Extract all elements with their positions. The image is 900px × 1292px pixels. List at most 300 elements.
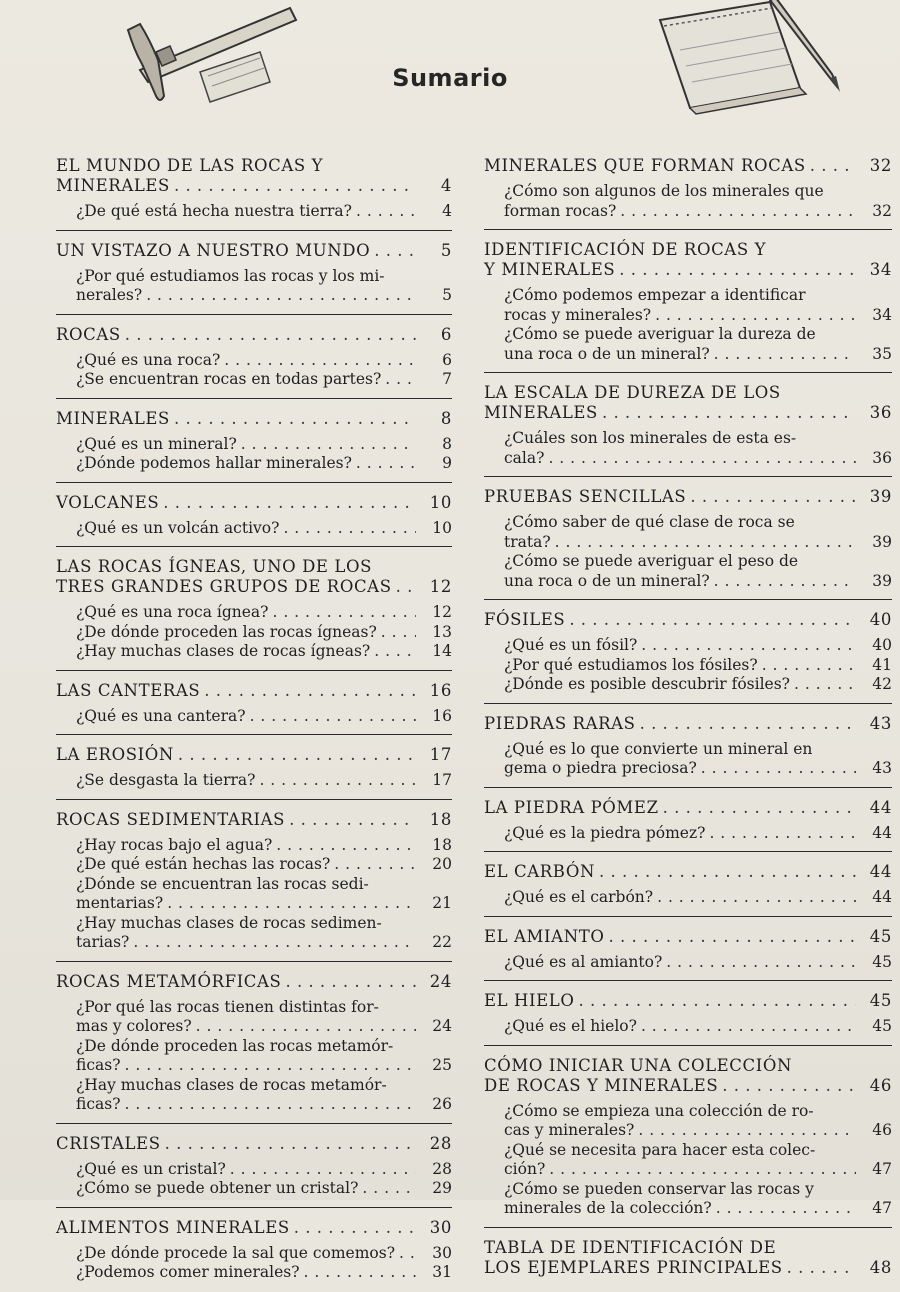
- toc-entry[interactable]: [56, 875, 452, 914]
- section-heading-line: TABLA DE IDENTIFICACIÓN DE: [484, 1237, 777, 1257]
- entry-text: minerales de la colección?: [504, 1199, 712, 1217]
- toc-entry[interactable]: [484, 675, 892, 695]
- leader-dots: [810, 156, 856, 176]
- leader-dots: [722, 1076, 856, 1096]
- page-number: 44: [872, 823, 892, 842]
- section-heading-row: [56, 745, 452, 765]
- page-number: 14: [432, 642, 452, 660]
- leader-dots: [196, 1017, 416, 1037]
- section-heading[interactable]: [56, 325, 452, 345]
- page-number: 24: [432, 1017, 452, 1035]
- section-heading[interactable]: [484, 862, 892, 882]
- leader-dots: [716, 1199, 856, 1219]
- page-number: 16: [429, 680, 452, 700]
- entry-text: ¿Cómo se puede obtener un cristal?: [76, 1179, 359, 1197]
- entry-text: trata?: [504, 532, 551, 551]
- entry-text: ¿Podemos comer minerales?: [76, 1263, 300, 1281]
- page-number: 8: [440, 408, 452, 428]
- entry-text: ¿Se encuentran rocas en todas partes?: [76, 370, 382, 388]
- entry-text: ¿Se desgasta la tierra?: [76, 771, 256, 789]
- toc-entry[interactable]: [56, 435, 452, 455]
- section-heading-text: LA PIEDRA PÓMEZ: [484, 797, 659, 817]
- entry-text: ficas?: [76, 1095, 121, 1113]
- toc-section: [56, 399, 452, 483]
- section-heading-row: [56, 176, 452, 196]
- toc-section: [56, 483, 452, 548]
- toc-entry[interactable]: [484, 1180, 892, 1219]
- toc-entry[interactable]: [56, 1037, 452, 1076]
- leader-dots: [578, 991, 856, 1011]
- toc-entry[interactable]: [484, 1102, 892, 1141]
- toc-entry[interactable]: [484, 740, 892, 779]
- entry-line: ¿Cómo se empieza una colección de ro-: [504, 1101, 814, 1120]
- toc-entry[interactable]: [56, 370, 452, 390]
- leader-dots: [663, 798, 856, 818]
- leader-dots: [165, 1134, 416, 1154]
- entry-line: ¿Cómo se puede averiguar la dureza de: [504, 325, 816, 343]
- toc-section: [56, 152, 452, 231]
- rock-hammer-illustration: [120, 0, 320, 115]
- leader-dots: [174, 409, 416, 429]
- section-heading-text: ROCAS METAMÓRFICAS: [56, 971, 282, 991]
- section-heading[interactable]: [484, 798, 892, 818]
- toc-section: [484, 152, 892, 230]
- page-number: 5: [442, 286, 452, 304]
- toc-section: [484, 373, 892, 477]
- toc-entry[interactable]: [56, 771, 452, 791]
- section-heading-line: LAS ROCAS ÍGNEAS, UNO DE LOS: [56, 557, 372, 576]
- toc-entry[interactable]: [56, 998, 452, 1037]
- page-number: 32: [869, 156, 892, 175]
- entry-text: ficas?: [76, 1056, 121, 1074]
- page-number: 18: [432, 835, 452, 854]
- section-heading-text: ALIMENTOS MINERALES: [56, 1217, 290, 1237]
- leader-dots: [619, 260, 856, 280]
- section-heading[interactable]: [484, 927, 892, 947]
- entry-row: [76, 836, 452, 856]
- leader-dots: [638, 1121, 856, 1141]
- entry-text: forman rocas?: [504, 201, 617, 220]
- section-heading[interactable]: [484, 240, 892, 280]
- section-heading-row: [484, 991, 892, 1011]
- toc-entry[interactable]: [484, 1017, 892, 1037]
- entry-row: [76, 1179, 452, 1199]
- toc-entry[interactable]: [56, 1076, 452, 1115]
- entry-text: ¿Qué es un cristal?: [76, 1159, 226, 1178]
- toc-entry[interactable]: [56, 1160, 452, 1180]
- entry-text: mas y colores?: [76, 1017, 192, 1035]
- section-heading-text: DE ROCAS Y MINERALES: [484, 1075, 719, 1095]
- page-number: 22: [432, 933, 452, 951]
- toc-entry[interactable]: [56, 603, 452, 623]
- toc-section: [484, 981, 892, 1046]
- leader-dots: [204, 681, 416, 701]
- section-heading[interactable]: [484, 991, 892, 1011]
- section-heading-text: PRUEBAS SENCILLAS: [484, 487, 687, 506]
- page-number: 8: [442, 434, 452, 453]
- page-number: 48: [869, 1257, 892, 1277]
- entry-text: ¿Hay rocas bajo el agua?: [76, 835, 273, 854]
- entry-text: ¿De qué están hechas las rocas?: [76, 855, 331, 873]
- entry-row: [76, 454, 452, 474]
- leader-dots: [794, 675, 856, 695]
- page-number: 47: [872, 1199, 892, 1217]
- notepad-pencil-illustration: [650, 0, 850, 115]
- section-heading-row: [484, 1258, 892, 1278]
- toc-entry[interactable]: [56, 623, 452, 643]
- entry-text: tarias?: [76, 933, 130, 951]
- section-heading-text: MINERALES QUE FORMAN ROCAS: [484, 156, 806, 175]
- section-heading-row: [56, 1134, 452, 1154]
- section-heading[interactable]: [484, 156, 892, 176]
- toc-entry[interactable]: [56, 642, 452, 662]
- leader-dots: [548, 449, 856, 469]
- section-heading-line: IDENTIFICACIÓN DE ROCAS Y: [484, 240, 767, 259]
- toc-section: [484, 788, 892, 853]
- leader-dots: [709, 824, 856, 844]
- page-number: 36: [869, 403, 892, 422]
- toc-section: [484, 477, 892, 600]
- section-heading-row: [56, 972, 452, 992]
- page-number: 43: [869, 713, 892, 733]
- section-heading-text: Y MINERALES: [484, 260, 616, 279]
- page-number: 34: [872, 305, 892, 324]
- section-heading-line: CÓMO INICIAR UNA COLECCIÓN: [484, 1055, 793, 1075]
- section-heading-row: [484, 260, 892, 280]
- section-heading-text: ROCAS: [56, 324, 121, 344]
- section-heading[interactable]: [56, 681, 452, 701]
- entry-row: [504, 953, 892, 973]
- toc-section: [56, 315, 452, 399]
- entry-row: [76, 603, 452, 623]
- toc-entry[interactable]: [56, 836, 452, 856]
- leader-dots: [701, 759, 856, 779]
- leader-dots: [385, 370, 416, 390]
- toc-entry[interactable]: [484, 824, 892, 844]
- entry-line: ¿Qué es lo que convierte un mineral en: [504, 739, 813, 758]
- toc-entry[interactable]: [484, 1141, 892, 1180]
- section-heading[interactable]: [56, 1218, 452, 1238]
- entry-line: ¿Cómo se puede averiguar el peso de: [504, 552, 799, 570]
- toc-entry[interactable]: [56, 454, 452, 474]
- entry-line: ¿Cómo son algunos de los minerales que: [504, 182, 824, 200]
- leader-dots: [362, 1179, 416, 1199]
- toc-entry[interactable]: [484, 552, 892, 591]
- entry-row: [76, 1095, 452, 1115]
- entry-row: [76, 1017, 452, 1037]
- toc-section: [484, 704, 892, 788]
- page-number: 44: [872, 888, 892, 906]
- entry-row: [76, 894, 452, 914]
- page-number: 42: [872, 675, 892, 693]
- page-number: 25: [432, 1056, 452, 1074]
- section-heading-text: CRISTALES: [56, 1133, 161, 1153]
- toc-entry[interactable]: [484, 953, 892, 973]
- leader-dots: [608, 927, 856, 947]
- section-heading-row: [484, 862, 892, 882]
- entry-text: ¿Qué es una roca?: [76, 350, 221, 369]
- toc-section: [484, 600, 892, 704]
- entry-text: una roca o de un mineral?: [504, 571, 710, 590]
- entry-row: [76, 1263, 452, 1283]
- leader-dots: [167, 894, 416, 914]
- entry-text: ¿Qué es una roca ígnea?: [76, 603, 269, 621]
- section-heading-text: ROCAS SEDIMENTARIAS: [56, 809, 286, 829]
- entry-row: [76, 933, 452, 953]
- toc-section: [484, 852, 892, 917]
- page-number: 18: [429, 809, 452, 829]
- page-number: 39: [869, 487, 892, 506]
- entry-row: [76, 370, 452, 390]
- page-number: 40: [872, 636, 892, 654]
- entry-row: [76, 623, 452, 643]
- page-number: 46: [869, 1075, 892, 1095]
- section-heading[interactable]: [56, 972, 452, 992]
- entry-row: [504, 202, 892, 222]
- entry-row: [504, 759, 892, 779]
- leader-dots: [396, 577, 416, 597]
- section-heading-row: [484, 1076, 892, 1096]
- entry-text: ¿Qué es el carbón?: [504, 888, 654, 906]
- section-heading[interactable]: [484, 714, 892, 734]
- entry-row: [76, 435, 452, 455]
- page-number: 36: [872, 448, 892, 467]
- entry-line: ¿Cómo podemos empezar a identificar: [504, 286, 806, 304]
- entry-row: [76, 1244, 452, 1264]
- entry-row: [504, 675, 892, 695]
- leader-dots: [285, 972, 416, 992]
- page-number: 32: [872, 201, 892, 220]
- section-heading-row: [56, 325, 452, 345]
- leader-dots: [272, 603, 416, 623]
- page-number: 35: [872, 344, 892, 363]
- leader-dots: [374, 241, 416, 261]
- section-heading[interactable]: [484, 487, 892, 507]
- entry-row: [76, 707, 452, 727]
- section-heading-text: LA EROSIÓN: [56, 745, 174, 764]
- entry-text: ¿Hay muchas clases de rocas ígneas?: [76, 642, 371, 660]
- entry-line: ¿Hay muchas clases de rocas metamór-: [76, 1075, 387, 1094]
- leader-dots: [690, 487, 856, 507]
- page-number: 17: [429, 745, 452, 764]
- section-heading-row: [484, 798, 892, 818]
- section-heading-row: [484, 927, 892, 947]
- section-heading-row: [484, 156, 892, 176]
- section-heading[interactable]: [56, 241, 452, 261]
- entry-line: ¿Cómo se pueden conservar las rocas y: [504, 1179, 814, 1198]
- section-heading-text: FÓSILES: [484, 610, 566, 629]
- entry-text: ¿Qué es un volcán activo?: [76, 518, 280, 537]
- toc-entry[interactable]: [56, 1244, 452, 1264]
- toc-entry[interactable]: [484, 429, 892, 468]
- leader-dots: [133, 933, 416, 953]
- page-number: 9: [442, 454, 452, 472]
- leader-dots: [714, 572, 856, 592]
- entry-row: [504, 449, 892, 469]
- entry-row: [504, 572, 892, 592]
- leader-dots: [163, 493, 416, 513]
- page-title: Sumario: [392, 64, 508, 92]
- toc-entry[interactable]: [484, 513, 892, 552]
- toc-entry[interactable]: [56, 351, 452, 371]
- section-heading-row: [484, 403, 892, 423]
- page-number: 45: [872, 952, 892, 971]
- entry-text: gema o piedra preciosa?: [504, 759, 697, 777]
- toc-section: [56, 735, 452, 800]
- entry-line: ¿Cómo saber de qué clase de roca se: [504, 513, 795, 531]
- page-number: 13: [432, 622, 452, 641]
- entry-row: [504, 533, 892, 553]
- page-number: 30: [429, 1217, 452, 1237]
- section-heading-text: PIEDRAS RARAS: [484, 713, 636, 733]
- entry-row: [504, 1017, 892, 1037]
- leader-dots: [294, 1218, 416, 1238]
- page-number: 44: [869, 862, 892, 881]
- page-number: 41: [872, 655, 892, 674]
- section-heading[interactable]: [56, 156, 452, 196]
- toc-entry[interactable]: [484, 325, 892, 364]
- toc-section: [484, 230, 892, 373]
- entry-text: rocas y minerales?: [504, 305, 652, 324]
- page-number: 17: [432, 771, 452, 789]
- section-heading[interactable]: [484, 383, 892, 423]
- entry-text: ¿De dónde proceden las rocas ígneas?: [76, 622, 377, 641]
- toc-entry[interactable]: [56, 707, 452, 727]
- leader-dots: [250, 707, 416, 727]
- entry-text: ¿Dónde podemos hallar minerales?: [76, 454, 352, 472]
- leader-dots: [641, 636, 856, 656]
- leader-dots: [374, 642, 416, 662]
- toc-left-column: [56, 152, 452, 1291]
- page-number: 12: [432, 603, 452, 621]
- page-number: 7: [442, 370, 452, 388]
- section-heading-text: LOS EJEMPLARES PRINCIPALES: [484, 1257, 783, 1277]
- section-heading-row: [484, 610, 892, 630]
- entry-row: [504, 345, 892, 365]
- leader-dots: [125, 1056, 416, 1076]
- page-number: 39: [872, 532, 892, 551]
- toc-section: [56, 231, 452, 315]
- leader-dots: [125, 1095, 416, 1115]
- page-number: 34: [869, 260, 892, 279]
- section-heading[interactable]: [484, 1056, 892, 1096]
- entry-text: cala?: [504, 448, 545, 467]
- toc-entry[interactable]: [56, 202, 452, 222]
- leader-dots: [555, 533, 856, 553]
- toc-entry[interactable]: [56, 1263, 452, 1283]
- section-heading-row: [56, 241, 452, 261]
- entry-row: [504, 636, 892, 656]
- toc-entry[interactable]: [56, 1179, 452, 1199]
- section-heading-row: [56, 409, 452, 429]
- leader-dots: [599, 862, 856, 882]
- leader-dots: [549, 1160, 856, 1180]
- section-heading[interactable]: [56, 557, 452, 597]
- page-number: 46: [872, 1121, 892, 1139]
- entry-row: [76, 286, 452, 306]
- leader-dots: [641, 1017, 856, 1037]
- toc-entry[interactable]: [484, 888, 892, 908]
- toc-right-column: [484, 152, 892, 1292]
- entry-row: [76, 1056, 452, 1076]
- section-heading-text: MINERALES: [484, 403, 598, 422]
- section-heading[interactable]: [56, 409, 452, 429]
- toc-entry[interactable]: [484, 636, 892, 656]
- section-heading[interactable]: [56, 493, 452, 513]
- entry-text: una roca o de un mineral?: [504, 344, 710, 363]
- entry-row: [76, 855, 452, 875]
- entry-row: [76, 202, 452, 222]
- section-heading-text: LAS CANTERAS: [56, 680, 201, 700]
- section-heading[interactable]: [56, 745, 452, 765]
- entry-row: [76, 1160, 452, 1180]
- entry-text: ¿Qué es el hielo?: [504, 1017, 637, 1035]
- page-number: 30: [432, 1243, 452, 1262]
- entry-text: ¿Qué es un mineral?: [76, 434, 237, 453]
- entry-text: ¿Por qué estudiamos los fósiles?: [504, 655, 758, 674]
- section-heading-row: [484, 714, 892, 734]
- entry-row: [76, 519, 452, 539]
- page-number: 24: [429, 971, 452, 991]
- section-heading[interactable]: [484, 610, 892, 630]
- page-number: 43: [872, 759, 892, 777]
- entry-row: [504, 1121, 892, 1141]
- page-number: 5: [440, 240, 452, 260]
- page-number: 47: [872, 1160, 892, 1178]
- toc-section: [484, 917, 892, 982]
- section-heading-text: MINERALES: [56, 408, 170, 428]
- leader-dots: [714, 345, 856, 365]
- leader-dots: [602, 403, 856, 423]
- toc-entry[interactable]: [56, 914, 452, 953]
- toc-entry[interactable]: [484, 286, 892, 325]
- section-heading[interactable]: [56, 810, 452, 830]
- entry-line: ¿De dónde proceden las rocas metamór-: [76, 1036, 394, 1055]
- page-number: 21: [432, 894, 452, 912]
- entry-text: ¿De qué está hecha nuestra tierra?: [76, 202, 352, 220]
- entry-row: [504, 656, 892, 676]
- page-number: 45: [869, 991, 892, 1010]
- section-heading-row: [56, 810, 452, 830]
- toc-entry[interactable]: [484, 182, 892, 221]
- leader-dots: [125, 325, 416, 345]
- section-heading-text: TRES GRANDES GRUPOS DE ROCAS: [56, 577, 392, 596]
- section-heading-text: UN VISTAZO A NUESTRO MUNDO: [56, 240, 371, 260]
- entry-row: [504, 1160, 892, 1180]
- toc-entry[interactable]: [56, 855, 452, 875]
- entry-row: [504, 306, 892, 326]
- leader-dots: [787, 1258, 856, 1278]
- section-heading[interactable]: [484, 1238, 892, 1278]
- section-heading-text: MINERALES: [56, 176, 170, 195]
- entry-row: [76, 642, 452, 662]
- leader-dots: [356, 202, 416, 222]
- entry-row: [504, 1199, 892, 1219]
- entry-text: ción?: [504, 1160, 546, 1178]
- page-number: 10: [432, 518, 452, 537]
- toc-entry[interactable]: [484, 656, 892, 676]
- toc-section: [56, 1208, 452, 1291]
- toc-entry[interactable]: [56, 267, 452, 306]
- section-heading-row: [484, 487, 892, 507]
- page-number: 4: [440, 176, 452, 195]
- section-heading-row: [56, 1218, 452, 1238]
- leader-dots: [640, 714, 856, 734]
- toc-section: [56, 547, 452, 671]
- toc-entry[interactable]: [56, 519, 452, 539]
- section-heading[interactable]: [56, 1134, 452, 1154]
- entry-text: ¿Qué es la piedra pómez?: [504, 823, 706, 842]
